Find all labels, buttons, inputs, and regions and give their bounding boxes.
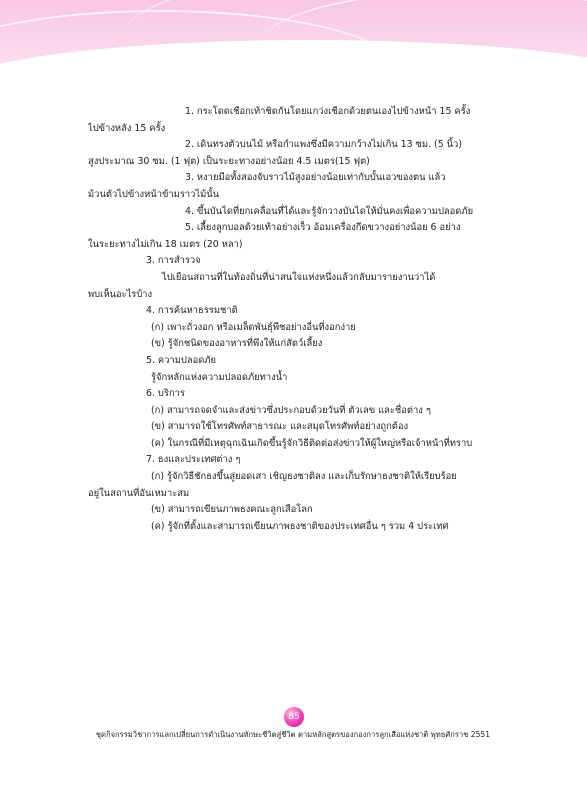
section-heading: 4. การค้นหาธรรมชาติ xyxy=(146,305,238,317)
body-line: 3. หงายมือทั้งสองจับราวไม้สูงอย่างน้อยเท่ากับบั้นเอวของตน แล้ว xyxy=(185,172,446,184)
body-line: อยู่ในสถานที่อันเหมาะสม xyxy=(88,487,190,499)
page-footer: ชุดกิจกรรมวิชาการแลกเปลี่ยนการดำเนินงานทักษะชีวิตสู่ชีวิต ตามหลักสูตรของกองการลูกเสือแห่งชาติ พุทธศักราช 2551 xyxy=(95,730,491,739)
body-line: ไปเยือนสถานที่ในท้องถิ่นที่น่าสนใจแห่งหนึ่งแล้วกลับมารายงานว่าได้ xyxy=(162,271,436,283)
section-heading: 6. บริการ xyxy=(146,388,185,400)
list-item: (ก) สามารถจดจำและส่งข่าวซึ่งประกอบด้วยวันที่ ตัวเลข และชื่อต่าง ๆ xyxy=(151,404,431,416)
body-line: รู้จักหลักแห่งความปลอดภัยทางน้ำ xyxy=(151,371,288,383)
section-heading: 7. ธงและประเทศต่าง ๆ xyxy=(146,454,241,466)
list-item: (ค) ในกรณีที่มีเหตุฉุกเฉินเกิดขึ้นรู้จักวิธีติดต่อส่งข่าวให้ผู้ใหญ่หรือเจ้าหน้าที่ทราบ xyxy=(151,437,473,449)
document-body xyxy=(88,104,500,535)
body-line: 5. เลี้ยงลูกบอลด้วยเท้าอย่างเร็ว อ้อมเครื่องกีดขวางอย่างน้อย 6 อย่าง xyxy=(185,222,461,234)
body-line: สูงประมาณ 30 ซม. (1 ฟุต) เป็นระยะทางอย่างน้อย 4.5 เมตร(15 ฟุต) xyxy=(88,155,370,167)
list-item: (ข) สามารถเขียนภาพธงคณะลูกเสือโลก xyxy=(151,504,313,516)
list-item: (ค) รู้จักที่ตั้งและสามารถเขียนภาพธงชาติของประเทศอื่น ๆ รวม 4 ประเทศ xyxy=(151,520,449,532)
section-heading: 5. ความปลอดภัย xyxy=(146,354,216,366)
list-item: (ก) รู้จักวิธีชักธงขึ้นสู่ยอดเสา เชิญธงชาติลง และเก็บรักษาธงชาติให้เรียบร้อย xyxy=(151,471,457,483)
body-line: 1. กระโดดเชือกเท้าชิดกันโดยแกว่งเชือกด้วยตนเองไปข้างหน้า 15 ครั้ง xyxy=(185,106,471,117)
list-item: (ก) เพาะถั่วงอก หรือเมล็ดพันธุ์พืชอย่างอื่นที่งอกง่าย xyxy=(151,321,356,333)
body-line: พบเห็นอะไรบ้าง xyxy=(88,288,153,300)
page-number-badge: 85 xyxy=(284,707,304,727)
body-line: 2. เดินทรงตัวบนไม้ หรือกำแพงซึ่งมีความกว้างไม่เกิน 13 ซม. (5 นิ้ว) xyxy=(185,139,462,151)
body-line: ไปข้างหลัง 15 ครั้ง xyxy=(88,122,166,134)
body-line: 4. ขึ้นบันไดที่ยกเคลื่อนที่ได้และรู้จักวางบันไดให้มั่นคงเพื่อความปลอดภัย xyxy=(185,205,474,217)
header-banner xyxy=(0,0,587,100)
section-heading: 3. การสำรวจ xyxy=(146,255,201,267)
list-item: (ข) รู้จักชนิดของอาหารที่พึงให้แก่สัตว์เลี้ยง xyxy=(151,338,323,350)
body-line: ในระยะทางไม่เกิน 18 เมตร (20 หลา) xyxy=(88,238,243,250)
body-line: ม้วนตัวไปข้างหน้าข้ามราวไม้นั้น xyxy=(88,188,220,200)
list-item: (ข) สามารถใช้โทรศัพท์สาธารณะ และสมุดโทรศัพท์อย่างถูกต้อง xyxy=(151,421,409,433)
